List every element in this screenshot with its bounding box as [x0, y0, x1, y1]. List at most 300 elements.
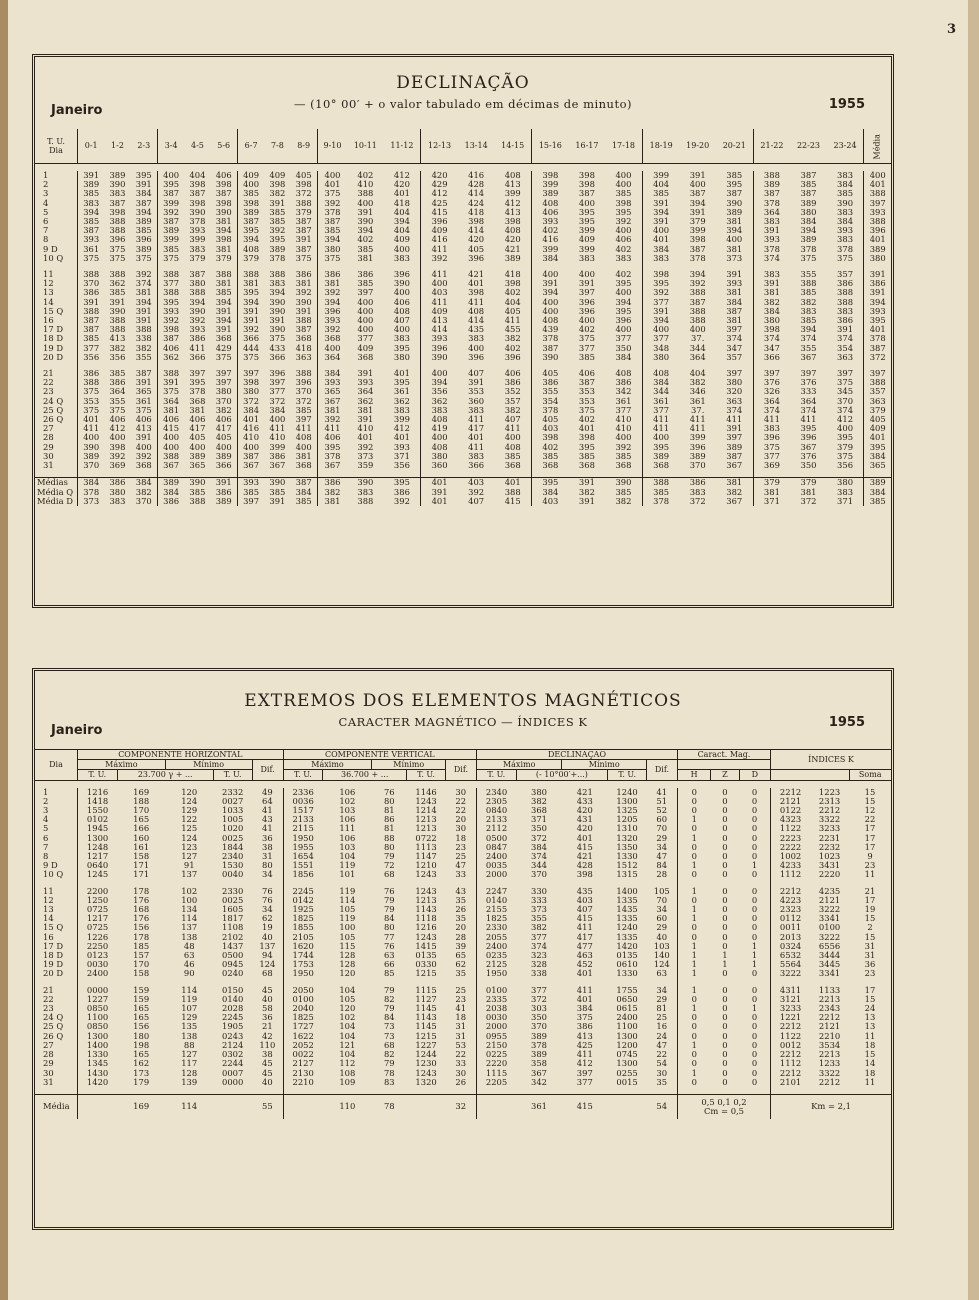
- value-cell: 26: [445, 1078, 476, 1087]
- value-cell: 350: [800, 460, 817, 471]
- mean-cell: 380: [869, 252, 886, 263]
- value-cell: 370: [83, 460, 100, 471]
- value-cell: 1654: [292, 851, 314, 862]
- value-cell: 1216: [415, 922, 437, 933]
- value-cell: 1216: [86, 786, 109, 797]
- value-cell: 364: [163, 395, 180, 406]
- value-cell: 120: [339, 1003, 356, 1014]
- value-cell: 398: [494, 217, 531, 226]
- value-cell: 382: [109, 342, 126, 353]
- tu-header: T. U.: [476, 770, 516, 780]
- value-cell: 421: [576, 786, 593, 797]
- value-cell: 2340: [222, 851, 244, 862]
- value-cell: 384: [243, 404, 260, 415]
- value-cell: 364: [109, 386, 126, 397]
- day-label: 14: [35, 298, 78, 307]
- value-cell: 386: [827, 316, 864, 325]
- value-cell: 1905: [222, 1021, 244, 1032]
- value-cell: 79: [383, 984, 395, 995]
- value-cell: 385: [542, 450, 559, 461]
- value-cell: 372: [531, 832, 548, 843]
- value-cell: 394: [189, 296, 206, 307]
- mean-cell: 386: [869, 278, 886, 289]
- value-cell: 1315: [616, 869, 638, 880]
- value-cell: 367: [800, 351, 817, 362]
- value-cell: 368: [357, 351, 374, 362]
- value-cell: 385: [800, 287, 817, 298]
- value-cell: 371: [384, 452, 421, 461]
- value-cell: 392: [243, 324, 260, 335]
- summary-cell: 385: [290, 497, 317, 506]
- value-cell: 34: [252, 905, 283, 914]
- value-cell: 420: [468, 234, 485, 245]
- day-label: 25 Q: [35, 1022, 78, 1031]
- value-cell: 380: [653, 351, 670, 362]
- value-cell: 375: [827, 378, 864, 387]
- value-cell: 0135: [415, 950, 437, 961]
- value-cell: 40: [252, 995, 283, 1004]
- value-cell: 378: [269, 252, 286, 263]
- value-cell: 1325: [616, 805, 638, 816]
- value-cell: 134: [181, 904, 198, 915]
- value-cell: 2250: [86, 940, 109, 951]
- value-cell: 391: [163, 377, 180, 388]
- value-cell: 0725: [86, 922, 109, 933]
- value-cell: 35: [445, 896, 476, 905]
- value-cell: 386: [269, 450, 286, 461]
- value-cell: 390: [290, 298, 317, 307]
- value-cell: 70: [647, 824, 678, 833]
- hour-header: 23-24: [827, 129, 864, 164]
- media-blank: [213, 1094, 252, 1119]
- summary-cell: 372: [800, 495, 817, 506]
- value-cell: 477: [576, 940, 593, 951]
- value-cell: 320: [716, 387, 753, 396]
- summary-cell: 383: [357, 486, 374, 497]
- value-cell: 383: [653, 252, 670, 263]
- value-cell: 382: [494, 406, 531, 415]
- summary-cell: 395: [384, 478, 421, 488]
- value-cell: 119: [339, 885, 356, 896]
- value-cell: 386: [576, 1021, 593, 1032]
- value-cell: 1: [691, 814, 698, 825]
- value-cell: 389: [800, 197, 817, 208]
- value-cell: 2112: [485, 823, 508, 834]
- value-cell: 411: [468, 414, 485, 425]
- value-cell: 385: [494, 452, 531, 461]
- value-cell: 1: [691, 959, 698, 970]
- value-cell: 1143: [415, 1012, 437, 1023]
- value-cell: 376: [800, 377, 817, 388]
- day-label: 10 Q: [35, 870, 78, 879]
- value-cell: 392: [163, 315, 180, 326]
- summary-cell: 386: [104, 478, 130, 488]
- value-cell: 392: [131, 452, 158, 461]
- value-cell: 398: [189, 197, 206, 208]
- value-cell: 377: [653, 404, 670, 415]
- value-cell: 380: [211, 387, 238, 396]
- value-cell: 1753: [292, 959, 314, 970]
- value-cell: 70: [647, 896, 678, 905]
- declination-title: DECLINAÇÃO: [396, 73, 530, 93]
- value-cell: 1227: [86, 993, 109, 1004]
- value-cell: 0025: [222, 894, 244, 905]
- value-cell: 137: [181, 869, 198, 880]
- value-cell: 396: [578, 296, 595, 307]
- value-cell: 73: [383, 1030, 395, 1041]
- value-cell: 0945: [222, 959, 244, 970]
- day-label: 3: [35, 806, 78, 815]
- day-label: 14: [35, 914, 78, 923]
- value-cell: 353: [83, 395, 100, 406]
- value-cell: 385: [269, 216, 286, 227]
- value-cell: 376: [800, 450, 817, 461]
- value-cell: 384: [653, 377, 670, 388]
- value-cell: 2210: [292, 1076, 314, 1087]
- value-cell: 362: [431, 395, 448, 406]
- value-cell: 395: [653, 278, 670, 289]
- value-cell: 1320: [415, 1076, 437, 1087]
- value-cell: 394: [131, 208, 158, 217]
- value-cell: 0: [739, 824, 770, 833]
- summary-cell: 392: [468, 486, 485, 497]
- value-cell: 404: [384, 226, 421, 235]
- mean-cell: 372: [869, 351, 886, 362]
- value-cell: 389: [131, 245, 158, 254]
- day-label: 9 D: [35, 245, 78, 254]
- value-cell: 0: [722, 993, 728, 1004]
- value-cell: 401: [384, 433, 421, 442]
- value-cell: 84: [383, 913, 395, 924]
- summary-cell: 385: [269, 486, 286, 497]
- value-cell: 1530: [222, 860, 244, 871]
- value-cell: 0: [691, 795, 698, 806]
- value-cell: 389: [716, 208, 753, 217]
- value-cell: 1115: [485, 1067, 508, 1078]
- value-cell: 111: [339, 823, 356, 834]
- value-cell: 2124: [222, 1039, 244, 1050]
- summary-cell: 382: [716, 488, 753, 497]
- value-cell: 397: [716, 369, 753, 378]
- value-cell: 400: [542, 296, 559, 307]
- value-cell: 439: [542, 324, 559, 335]
- media-d-max: 361: [516, 1094, 562, 1119]
- value-cell: 109: [339, 1076, 356, 1087]
- value-cell: 411: [431, 269, 448, 280]
- value-cell: 0100: [292, 993, 314, 1004]
- value-cell: 393: [324, 315, 341, 326]
- value-cell: 63: [647, 969, 678, 978]
- value-cell: 385: [800, 315, 817, 326]
- value-cell: 378: [189, 386, 206, 397]
- value-cell: 388: [357, 188, 374, 199]
- tu-header: T. U.: [213, 770, 252, 780]
- value-cell: 399: [653, 170, 670, 180]
- value-cell: 420: [431, 170, 448, 180]
- value-cell: 170: [133, 959, 150, 970]
- value-cell: 1435: [616, 904, 638, 915]
- value-cell: 369: [763, 460, 780, 471]
- value-cell: 394: [83, 206, 100, 217]
- value-cell: 414: [468, 225, 485, 236]
- value-cell: 1825: [485, 913, 508, 924]
- value-cell: 379: [827, 443, 864, 452]
- value-cell: 394: [689, 269, 706, 280]
- value-cell: 0140: [222, 993, 244, 1004]
- value-cell: 2213: [818, 1049, 841, 1060]
- value-cell: 389: [531, 1049, 548, 1060]
- value-cell: 406: [163, 342, 180, 353]
- value-cell: 3222: [818, 904, 841, 915]
- value-cell: 392: [605, 443, 642, 452]
- value-cell: 68: [252, 969, 283, 978]
- value-cell: 127: [181, 1049, 198, 1060]
- hour-header: 21-22: [753, 129, 790, 164]
- day-label: 16: [35, 933, 78, 942]
- value-cell: 396: [468, 351, 485, 362]
- value-cell: 398: [468, 287, 485, 298]
- value-cell: 2330: [222, 885, 244, 896]
- value-cell: 0123: [86, 950, 109, 961]
- mean-cell: 401: [869, 179, 886, 190]
- value-cell: 400: [542, 269, 559, 280]
- value-cell: 73: [383, 1021, 395, 1032]
- value-cell: 384: [800, 216, 817, 227]
- value-cell: 0840: [485, 805, 508, 816]
- value-cell: 388: [83, 377, 100, 388]
- value-cell: 411: [716, 415, 753, 424]
- value-cell: 386: [290, 270, 317, 279]
- k-blank: [771, 770, 849, 780]
- summary-cell: 389: [211, 497, 238, 506]
- value-cell: 428: [576, 860, 593, 871]
- value-cell: 402: [578, 324, 595, 335]
- value-cell: 1: [691, 860, 698, 871]
- value-cell: 101: [339, 869, 356, 880]
- summary-cell: 385: [243, 486, 260, 497]
- value-cell: 388: [211, 270, 238, 279]
- value-cell: 2212: [779, 786, 802, 797]
- value-cell: 402: [542, 225, 559, 236]
- value-cell: 384: [131, 189, 158, 198]
- value-cell: 401: [324, 179, 341, 190]
- value-cell: 368: [605, 461, 642, 470]
- value-cell: 383: [578, 252, 595, 263]
- cm-value: Cm = 0,5: [704, 1105, 745, 1116]
- value-cell: 398: [576, 869, 593, 880]
- value-cell: 31: [445, 1022, 476, 1031]
- value-cell: 385: [605, 452, 642, 461]
- value-cell: 2222: [779, 841, 802, 852]
- value-cell: 412: [109, 423, 126, 434]
- value-cell: 0240: [222, 968, 244, 979]
- value-cell: 1145: [415, 1021, 437, 1032]
- hour-header: 0-1: [78, 129, 105, 164]
- value-cell: 173: [133, 1067, 150, 1078]
- value-cell: 407: [384, 316, 421, 325]
- value-cell: 41: [252, 824, 283, 833]
- value-cell: 409: [431, 225, 448, 236]
- value-cell: 402: [357, 170, 374, 180]
- hour-header: 2-3: [131, 129, 158, 164]
- hour-header: 19-20: [679, 129, 715, 164]
- value-cell: 2000: [485, 869, 508, 880]
- value-cell: 140: [647, 951, 678, 960]
- value-cell: 1205: [616, 814, 638, 825]
- value-cell: 0100: [818, 922, 841, 933]
- value-cell: 405: [290, 171, 317, 180]
- value-cell: 394: [243, 296, 260, 307]
- value-cell: 389: [716, 443, 753, 452]
- value-cell: 406: [131, 415, 158, 424]
- summary-cell: 401: [431, 495, 448, 506]
- value-cell: 364: [689, 351, 706, 362]
- value-cell: 398: [211, 235, 238, 244]
- value-cell: 385: [578, 351, 595, 362]
- value-cell: 388: [290, 369, 317, 378]
- value-cell: 411: [431, 243, 448, 254]
- value-cell: 400: [324, 170, 341, 180]
- value-cell: 395: [163, 179, 180, 190]
- value-cell: 17: [864, 841, 876, 852]
- value-cell: 362: [163, 351, 180, 362]
- value-cell: 62: [252, 914, 283, 923]
- value-cell: 0500: [222, 950, 244, 961]
- value-cell: 2245: [292, 885, 314, 896]
- value-cell: 0302: [222, 1049, 244, 1060]
- value-cell: 0030: [485, 1012, 508, 1023]
- value-cell: 389: [131, 217, 158, 226]
- value-cell: 1: [739, 960, 770, 969]
- value-cell: 388: [189, 287, 206, 298]
- value-cell: 391: [357, 368, 374, 379]
- value-cell: 382: [800, 296, 817, 307]
- value-cell: 107: [181, 1003, 198, 1014]
- value-cell: 398: [494, 279, 531, 288]
- value-cell: 1210: [415, 860, 437, 871]
- value-cell: 404: [689, 368, 706, 379]
- value-cell: 406: [384, 298, 421, 307]
- value-cell: 410: [605, 415, 642, 424]
- day-label: 24 Q: [35, 397, 78, 406]
- value-cell: 400: [605, 325, 642, 334]
- value-cell: 367: [716, 461, 753, 470]
- value-cell: 342: [605, 387, 642, 396]
- value-cell: 410: [357, 423, 374, 434]
- value-cell: 409: [578, 234, 595, 245]
- value-cell: 395: [269, 234, 286, 245]
- value-cell: 3121: [779, 993, 802, 1004]
- value-cell: 110: [252, 1041, 283, 1050]
- yearbook-page: [8, 0, 968, 1300]
- value-cell: 30: [445, 824, 476, 833]
- value-cell: 388: [800, 278, 817, 289]
- value-cell: 4311: [779, 984, 802, 995]
- day-label: 1: [35, 171, 78, 180]
- value-cell: 387: [716, 307, 753, 316]
- value-cell: 385: [653, 188, 670, 199]
- value-cell: 408: [468, 305, 485, 316]
- value-cell: 393: [827, 226, 864, 235]
- value-cell: 400: [689, 179, 706, 190]
- day-label: 28: [35, 1050, 78, 1059]
- value-cell: 0: [739, 896, 770, 905]
- value-cell: 377: [605, 406, 642, 415]
- value-cell: 2247: [485, 885, 508, 896]
- value-cell: 81: [647, 1004, 678, 1013]
- value-cell: 372: [531, 993, 548, 1004]
- value-cell: 2028: [222, 1003, 244, 1014]
- value-cell: 368: [531, 805, 548, 816]
- value-cell: 402: [494, 288, 531, 297]
- value-cell: 388: [163, 269, 180, 280]
- value-cell: 387: [163, 216, 180, 227]
- value-cell: 1: [691, 950, 698, 961]
- value-cell: 355: [800, 269, 817, 280]
- value-cell: 385: [269, 206, 286, 217]
- value-cell: 401: [384, 189, 421, 198]
- value-cell: 411: [189, 342, 206, 353]
- value-cell: 411: [576, 1049, 593, 1060]
- value-cell: 63: [183, 950, 195, 961]
- value-cell: 365: [189, 460, 206, 471]
- value-cell: 63: [383, 950, 395, 961]
- value-cell: 411: [324, 423, 341, 434]
- value-cell: 400: [357, 197, 374, 208]
- value-cell: 367: [324, 395, 341, 406]
- value-cell: 392: [357, 441, 374, 452]
- summary-cell: 372: [689, 495, 706, 506]
- value-cell: 372: [269, 395, 286, 406]
- value-cell: 398: [189, 179, 206, 190]
- value-cell: 1020: [222, 823, 244, 834]
- value-cell: 1330: [616, 968, 638, 979]
- value-cell: 0745: [616, 1049, 638, 1060]
- value-cell: 388: [689, 315, 706, 326]
- value-cell: 398: [689, 234, 706, 245]
- value-cell: 23: [864, 860, 876, 871]
- media-d-min: 415: [562, 1094, 608, 1119]
- value-cell: 1517: [292, 805, 314, 816]
- value-cell: 1217: [86, 851, 109, 862]
- value-cell: 162: [133, 1058, 150, 1069]
- value-cell: 385: [290, 406, 317, 415]
- value-cell: 347: [716, 344, 753, 353]
- value-cell: 410: [357, 179, 374, 190]
- value-cell: 58: [252, 1004, 283, 1013]
- value-cell: 103: [339, 805, 356, 816]
- value-cell: 129: [181, 805, 198, 816]
- value-cell: 1: [691, 968, 698, 979]
- value-cell: 420: [576, 805, 593, 816]
- summary-cell: 407: [468, 495, 485, 506]
- value-cell: 385: [357, 243, 374, 254]
- day-label: 10 Q: [35, 254, 78, 263]
- value-cell: 391: [109, 296, 126, 307]
- value-cell: 387: [243, 216, 260, 227]
- value-cell: 0: [739, 1069, 770, 1078]
- value-cell: 402: [578, 414, 595, 425]
- value-cell: 410: [605, 424, 642, 433]
- media-blank: [476, 1094, 516, 1119]
- value-cell: 406: [189, 414, 206, 425]
- value-cell: 1310: [616, 823, 638, 834]
- value-cell: 3233: [818, 823, 841, 834]
- value-cell: 388: [827, 288, 864, 297]
- value-cell: 395: [653, 441, 670, 452]
- value-cell: 411: [83, 423, 100, 434]
- value-cell: 384: [653, 243, 670, 254]
